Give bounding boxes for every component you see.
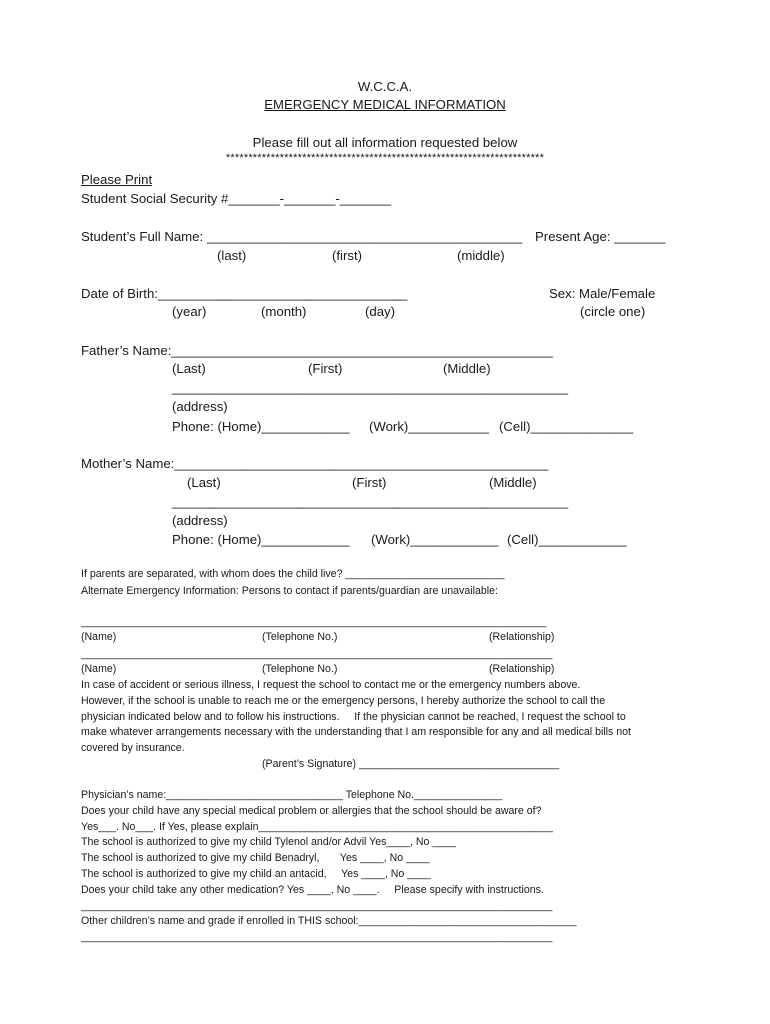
please-print-label: Please Print [81, 172, 153, 187]
other-children-field[interactable]: Other children’s name and grade if enrolled in THIS school:_____________________________________ [81, 915, 577, 927]
name-sub-last: (last) [217, 248, 247, 263]
mother-home-phone-field[interactable]: Phone: (Home)____________ [172, 532, 350, 547]
father-cell-phone-field[interactable]: (Cell)______________ [499, 419, 634, 434]
physician-field[interactable]: Physician’s name:______________________________ Telephone No._______________ [81, 789, 503, 801]
father-sub-first: (First) [308, 361, 343, 376]
father-name-field[interactable]: Father’s Name:____________________________________________________ [81, 343, 553, 358]
father-address-label: (address) [172, 399, 228, 414]
instructions: Please fill out all information requested below [252, 135, 518, 150]
contact-1-phone-label: (Telephone No.) [262, 631, 338, 643]
other-children-line[interactable]: ________________________________________________________________________________ [81, 931, 553, 943]
consent-line-5: covered by insurance. [81, 742, 185, 754]
tylenol-advil-field[interactable]: The school is authorized to give my child Tylenol and/or Advil Yes____, No ____ [81, 836, 456, 848]
medical-problem-question: Does your child have any special medical problem or allergies that the school should be aware of? [81, 805, 542, 817]
antacid-field[interactable]: The school is authorized to give my child an antacid, Yes ____, No ____ [81, 868, 431, 880]
form-title-text: EMERGENCY MEDICAL INFORMATION [264, 97, 506, 112]
mother-sub-middle: (Middle) [489, 475, 537, 490]
student-full-name-field[interactable]: Student’s Full Name: ___________________________________________ [81, 229, 523, 244]
contact-1-relationship-label: (Relationship) [489, 631, 555, 643]
contact-2-line[interactable]: ________________________________________________________________________________ [81, 648, 553, 660]
medication-instructions-line[interactable]: ________________________________________________________________________________ [81, 900, 553, 912]
contact-2-relationship-label: (Relationship) [489, 663, 555, 675]
consent-line-4: make whatever arrangements necessary with the understanding that I am responsible for any and all medical bills not [81, 726, 631, 738]
mother-address-label: (address) [172, 513, 228, 528]
name-sub-first: (first) [332, 248, 363, 263]
father-sub-middle: (Middle) [443, 361, 491, 376]
contact-1-line[interactable]: _______________________________________________________________________________ [81, 616, 547, 628]
father-home-phone-field[interactable]: Phone: (Home)____________ [172, 419, 350, 434]
mother-work-phone-field[interactable]: (Work)____________ [371, 532, 499, 547]
other-medication-field[interactable]: Does your child take any other medication? Yes ____, No ____. Please specify with instructions. [81, 884, 544, 896]
name-sub-middle: (middle) [457, 248, 505, 263]
student-ssn-field[interactable]: Student Social Security #_______-_______-_______ [81, 191, 392, 206]
mother-sub-last: (Last) [187, 475, 221, 490]
parent-signature-field[interactable]: (Parent’s Signature) __________________________________ [262, 758, 560, 770]
star-divider: *********************************************************************** [225, 152, 545, 164]
consent-line-3: physician indicated below and to follow his instructions. If the physician cannot be reached, I request the school to [81, 711, 626, 723]
present-age-field[interactable]: Present Age: _______ [535, 229, 666, 244]
contact-1-name-label: (Name) [81, 631, 117, 643]
mother-cell-phone-field[interactable]: (Cell)____________ [507, 532, 627, 547]
dob-sub-month: (month) [261, 304, 307, 319]
mother-sub-first: (First) [352, 475, 387, 490]
circle-one-note: (circle one) [580, 304, 646, 319]
mother-address-field[interactable]: ______________________________________________________ [172, 494, 569, 509]
medical-problem-answer-field[interactable]: Yes___. No___. If Yes, please explain__________________________________________________ [81, 821, 554, 833]
dob-sub-day: (day) [365, 304, 396, 319]
separated-parents-field[interactable]: If parents are separated, with whom does the child live? ___________________________ [81, 568, 505, 580]
father-address-field[interactable]: ______________________________________________________ [172, 380, 569, 395]
contact-2-name-label: (Name) [81, 663, 117, 675]
benadryl-field[interactable]: The school is authorized to give my child Benadryl, Yes ____, No ____ [81, 852, 430, 864]
form-title [0, 98, 770, 111]
contact-2-phone-label: (Telephone No.) [262, 663, 338, 675]
dob-sub-year: (year) [172, 304, 207, 319]
sex-field[interactable]: Sex: Male/Female [549, 286, 656, 301]
date-of-birth-field[interactable]: Date of Birth:__________________________________ [81, 286, 408, 301]
consent-line-1: In case of accident or serious illness, I request the school to contact me or the emergency numbers above. [81, 679, 581, 691]
father-work-phone-field[interactable]: (Work)___________ [369, 419, 489, 434]
alternate-info-label: Alternate Emergency Information: Persons to contact if parents/guardian are unavailable: [81, 585, 498, 597]
father-sub-last: (Last) [172, 361, 206, 376]
org-name: W.C.C.A. [357, 79, 413, 94]
mother-name-field[interactable]: Mother’s Name:___________________________________________________ [81, 456, 549, 471]
consent-line-2: However, if the school is unable to reach me or the emergency persons, I hereby authorize the school to call the [81, 695, 606, 707]
